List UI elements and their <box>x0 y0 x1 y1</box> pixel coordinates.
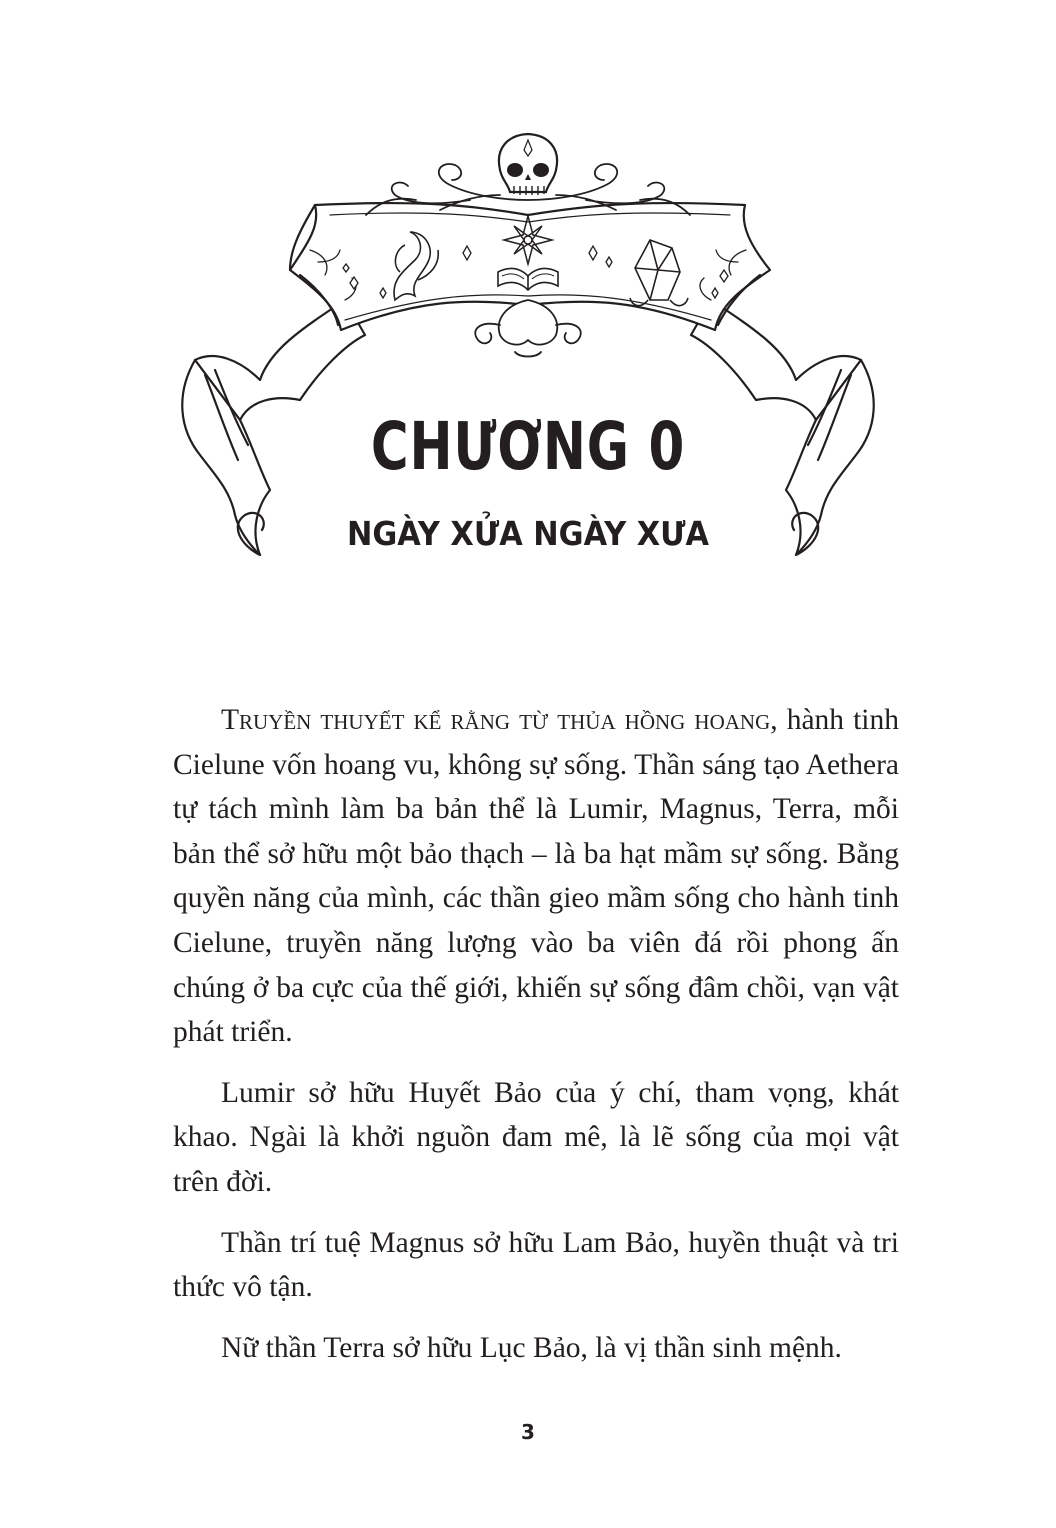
page-number: 3 <box>521 1420 535 1444</box>
chapter-banner-ornament <box>0 0 1056 580</box>
paragraph-3: Thần trí tuệ Magnus sở hữu Lam Bảo, huyền thuật và tri thức vô tận. <box>173 1226 899 1304</box>
bottom-scroll-flourish <box>475 300 581 357</box>
paragraph-1-text: hành tinh Cielune vốn hoang vu, không sự sống. Thần sáng tạo Aethera tự tách mình làm ba bản thể là Lumir, Magnus, Terra, mỗi bản thể sở hữu một bảo thạch – là ba hạt mầm sự sống. Bằng quyền năng của mình, các thần gieo mầm sống cho hành tinh Cielune, truyền năng lượng vào ba viên đá rồi phong ấn chúng ở ba cực của thế giới, khiến sự sống đâm chồi, vạn vật phát triển. <box>173 704 899 1049</box>
chapter-title: CHƯƠNG 0 <box>370 408 686 485</box>
paragraph-4: Nữ thần Terra sở hữu Lục Bảo, là vị thần sinh mệnh. <box>221 1331 842 1364</box>
chapter-body <box>173 698 899 1386</box>
chapter-subtitle: NGÀY XỬA NGÀY XƯA <box>346 514 710 553</box>
paragraph-lead-smallcaps: Truyền thuyết kể rằng từ thủa hồng hoang, <box>221 704 778 736</box>
paragraph-2: Lumir sở hữu Huyết Bảo của ý chí, tham vọng, khát khao. Ngài là khởi nguồn đam mê, là lẽ sống của mọi vật trên đời. <box>173 1076 899 1198</box>
skull-icon <box>499 134 557 195</box>
paragraph-1 <box>173 698 899 1055</box>
